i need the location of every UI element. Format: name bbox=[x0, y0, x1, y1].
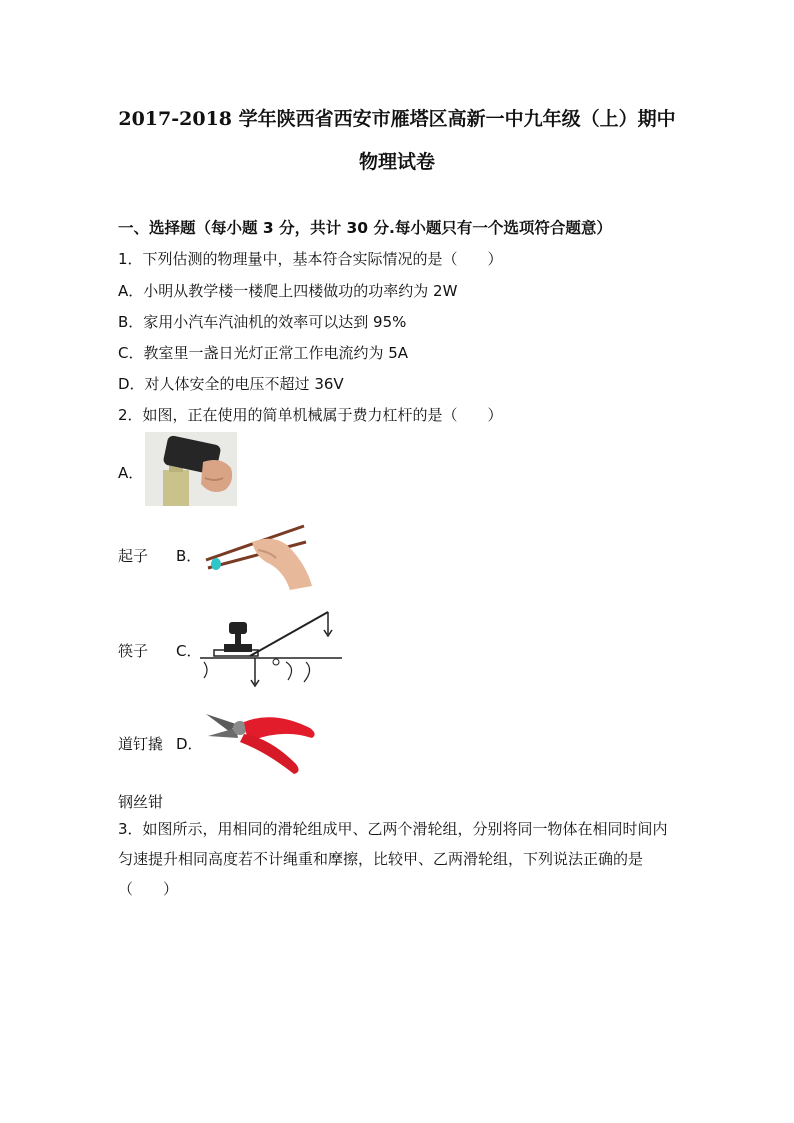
q1-option-b: B．家用小汽车汽油机的效率可以达到 95% bbox=[118, 313, 407, 331]
q1-stem: 1．下列估测的物理量中，基本符合实际情况的是（ ） bbox=[118, 250, 503, 268]
pliers-image bbox=[200, 706, 324, 778]
q2-label-a: 起子 bbox=[118, 547, 149, 565]
section-heading: 一、选择题（每小题 3 分，共计 30 分.每小题只有一个选项符合题意） bbox=[118, 219, 612, 237]
q2-option-c-letter: C． bbox=[176, 642, 202, 660]
q2-label-b: 筷子 bbox=[118, 642, 149, 660]
q2-option-b-letter: B． bbox=[176, 547, 202, 565]
exam-title-line-2: 物理试卷 bbox=[358, 151, 435, 173]
q1-option-a: A．小明从教学楼一楼爬上四楼做功的功率约为 2W bbox=[118, 282, 458, 300]
q2-stem: 2．如图，正在使用的简单机械属于费力杠杆的是（ ） bbox=[118, 406, 503, 424]
q2-option-d-letter: D． bbox=[176, 735, 203, 753]
q2-label-d: 钢丝钳 bbox=[118, 793, 164, 811]
bottle-opener-image bbox=[145, 432, 237, 506]
q1-option-d: D．对人体安全的电压不超过 36V bbox=[118, 375, 344, 393]
chopsticks-image bbox=[200, 516, 318, 590]
q1-option-c: C．教室里一盏日光灯正常工作电流约为 5A bbox=[118, 344, 409, 362]
q2-label-c: 道钉撬 bbox=[118, 735, 164, 753]
exam-title-line-1: 2017-2018 学年陕西省西安市雁塔区高新一中九年级（上）期中 bbox=[118, 108, 676, 130]
q2-option-a-letter: A． bbox=[118, 464, 144, 482]
q3-stem: 3．如图所示，用相同的滑轮组成甲、乙两个滑轮组，分别将同一物体在相同时间内匀速提升相同高度若不计绳重和摩擦，比较甲、乙两滑轮组，下列说法正确的是（ ） bbox=[118, 820, 668, 898]
track-spike-lever-diagram bbox=[200, 606, 344, 692]
